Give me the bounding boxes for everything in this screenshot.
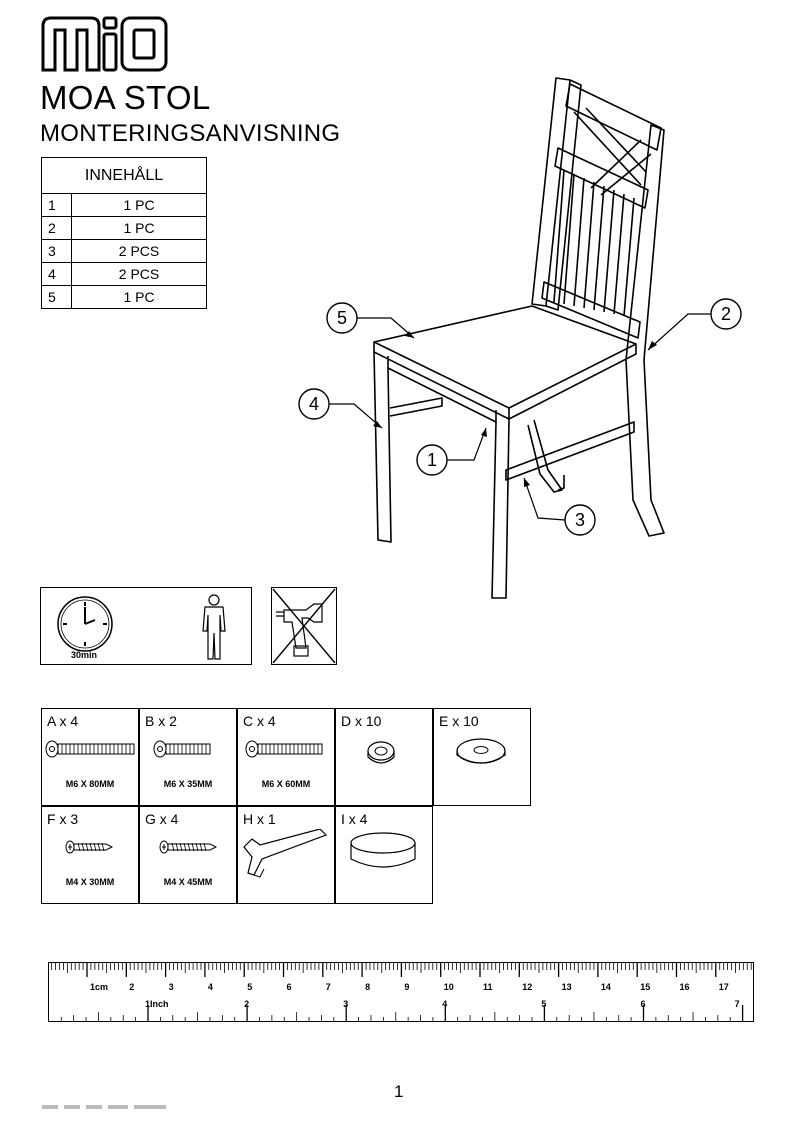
hardware-label: D x 10 — [341, 713, 382, 729]
contents-table — [41, 157, 207, 309]
part-quantity: 1 PC — [72, 286, 207, 309]
table-row — [42, 263, 207, 286]
ruler-cm-label: 14 — [600, 982, 611, 992]
ruler-cm-label: 7 — [325, 982, 331, 992]
ruler-cm-label: 11 — [483, 982, 493, 992]
callout-1 — [417, 428, 487, 475]
product-title: MOA STOL — [40, 79, 211, 116]
ruler-cm-label: 10 — [443, 982, 454, 992]
ruler-cm-label: 15 — [640, 982, 651, 992]
no-power-drill-box — [271, 587, 337, 665]
part-number: 3 — [42, 240, 72, 263]
hardware-cell — [433, 708, 531, 806]
ruler-inch-label: 5 — [541, 999, 547, 1009]
allen-key-icon — [238, 829, 336, 889]
part-quantity: 1 PC — [72, 194, 207, 217]
person-icon — [199, 593, 229, 661]
ruler-inch-label: 1Inch — [145, 999, 169, 1009]
document-subtitle: MONTERINGSANVISNING — [40, 120, 341, 147]
measuring-ruler — [48, 962, 754, 1022]
hardware-spec: M6 X 35MM — [163, 779, 213, 789]
ruler-cm-label: 8 — [365, 982, 371, 992]
ruler-cm-label: 13 — [561, 982, 572, 992]
ruler-cm-label: 12 — [522, 982, 533, 992]
hardware-spec: M4 X 45MM — [163, 877, 213, 887]
screw-icon — [140, 829, 238, 869]
part-number: 2 — [42, 217, 72, 240]
chair-diagram — [296, 70, 756, 605]
screw-icon — [42, 829, 140, 869]
hardware-cell — [41, 806, 139, 904]
table-row — [42, 286, 207, 309]
ruler-cm-label: 3 — [168, 982, 174, 992]
page-number: 1 — [394, 1082, 404, 1101]
hardware-label: H x 1 — [243, 811, 276, 827]
front-left-leg — [374, 352, 391, 542]
hardware-spec: M6 X 60MM — [261, 779, 311, 789]
hardware-label: G x 4 — [145, 811, 179, 827]
ruler-inch-label: 7 — [734, 999, 740, 1009]
left-back-post — [532, 78, 570, 306]
hardware-cell — [237, 806, 335, 904]
ruler-cm-label: 16 — [679, 982, 690, 992]
ruler-cm-label: 6 — [286, 982, 292, 992]
spring-washer-icon — [336, 731, 434, 791]
callout-4 — [299, 389, 382, 428]
mio-logo — [40, 12, 170, 74]
front-right-leg — [492, 419, 509, 598]
hardware-cell — [335, 708, 433, 806]
table-row — [42, 240, 207, 263]
part-number: 4 — [42, 263, 72, 286]
ruler-inch-label: 3 — [343, 999, 349, 1009]
callout-label: 4 — [308, 394, 320, 414]
ruler-cm-label: 1cm — [90, 982, 109, 992]
bolt-icon — [238, 731, 336, 771]
part-quantity: 1 PC — [72, 217, 207, 240]
hardware-cell — [237, 708, 335, 806]
ruler-scale — [49, 963, 753, 1021]
hardware-label: B x 2 — [145, 713, 177, 729]
no-power-drill-icon — [272, 588, 336, 664]
hardware-label: A x 4 — [47, 713, 79, 729]
hardware-spec: M6 X 80MM — [65, 779, 115, 789]
hardware-spec: M4 X 30MM — [65, 877, 115, 887]
ruler-cm-label: 2 — [129, 982, 135, 992]
hardware-label: I x 4 — [341, 811, 368, 827]
ruler-cm-label: 4 — [207, 982, 213, 992]
table-row — [42, 217, 207, 240]
hardware-label: F x 3 — [47, 811, 79, 827]
callout-label: 2 — [720, 304, 732, 324]
hardware-label: C x 4 — [243, 713, 276, 729]
part-number: 5 — [42, 286, 72, 309]
contents-heading: INNEHÅLL — [42, 158, 207, 194]
hardware-cell — [335, 806, 433, 904]
ruler-cm-label: 17 — [718, 982, 729, 992]
bolt-icon — [140, 731, 238, 771]
part-number: 1 — [42, 194, 72, 217]
callout-2 — [648, 299, 741, 350]
hardware-cell — [41, 708, 139, 806]
hardware-label: E x 10 — [439, 713, 479, 729]
clock-icon — [55, 594, 115, 654]
time-label: 30min — [71, 650, 98, 660]
part-quantity: 2 PCS — [72, 240, 207, 263]
callout-5 — [327, 303, 414, 338]
assembly-time-box — [40, 587, 252, 665]
callout-label: 3 — [574, 510, 586, 530]
flat-washer-icon — [434, 731, 532, 791]
table-row — [42, 194, 207, 217]
right-back-post — [626, 125, 664, 536]
ruler-inch-label: 4 — [442, 999, 448, 1009]
callout-label: 1 — [426, 450, 438, 470]
bolt-icon — [42, 731, 140, 771]
ruler-cm-label: 5 — [247, 982, 253, 992]
hardware-cell — [139, 806, 237, 904]
ruler-inch-label: 6 — [640, 999, 646, 1009]
ruler-inch-label: 2 — [244, 999, 250, 1009]
felt-pad-icon — [336, 829, 434, 889]
callout-label: 5 — [336, 308, 348, 328]
hardware-cell — [139, 708, 237, 806]
part-quantity: 2 PCS — [72, 263, 207, 286]
ruler-cm-label: 9 — [404, 982, 410, 992]
footer-mark — [42, 1098, 166, 1104]
